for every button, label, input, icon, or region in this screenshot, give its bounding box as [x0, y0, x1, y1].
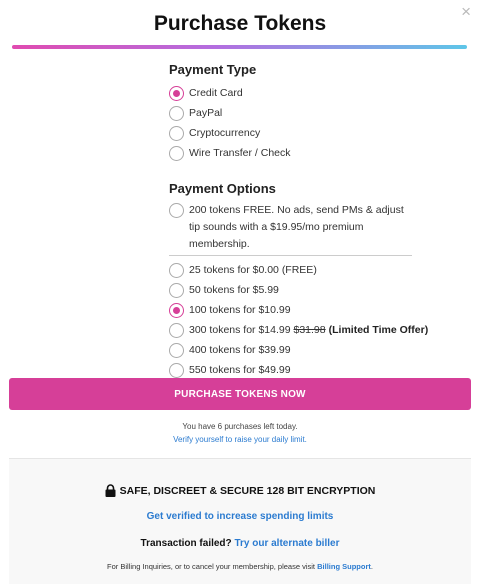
lock-icon: [105, 484, 116, 497]
transaction-failed-text: Transaction failed?: [140, 538, 232, 549]
payment-type-label: Cryptocurrency: [189, 127, 261, 139]
radio-25-tokens[interactable]: [169, 263, 184, 278]
payment-option-25[interactable]: [169, 260, 428, 280]
purchase-tokens-button[interactable]: PURCHASE TOKENS NOW: [9, 378, 471, 410]
secure-encryption-text: [9, 484, 471, 497]
billing-end: .: [370, 562, 373, 571]
payment-option-label: 200 tokens FREE. No ads, send PMs & adjust tip sounds with a $19.95/mo premium membership.: [189, 204, 404, 250]
payment-type-label: Credit Card: [189, 87, 243, 99]
payment-options-heading: Payment Options: [169, 181, 276, 196]
secure-label: SAFE, DISCREET & SECURE 128 BIT ENCRYPTION: [119, 484, 376, 497]
payment-type-label: Wire Transfer / Check: [189, 147, 291, 159]
payment-option-premium[interactable]: [169, 202, 414, 253]
limited-offer-badge: (Limited Time Offer): [328, 324, 429, 336]
radio-550-tokens[interactable]: [169, 363, 184, 378]
payment-option-label: 25 tokens for $0.00 (FREE): [189, 264, 317, 276]
purchases-left-text: You have 6 purchases left today.: [182, 422, 298, 431]
billing-inquiries-line: [9, 562, 471, 571]
radio-300-tokens[interactable]: [169, 323, 184, 338]
payment-option-label: 300 tokens for $14.99: [189, 324, 291, 336]
close-icon[interactable]: ×: [461, 2, 471, 21]
payment-option-50[interactable]: [169, 280, 428, 300]
payment-option-400[interactable]: [169, 340, 428, 360]
get-verified-link[interactable]: Get verified to increase spending limits: [146, 511, 334, 522]
transaction-failed-line: [9, 538, 471, 549]
payment-option-label: 400 tokens for $39.99: [189, 344, 291, 356]
header-gradient-bar: [12, 45, 467, 49]
divider: [169, 255, 412, 256]
radio-wire-transfer[interactable]: [169, 146, 184, 161]
radio-credit-card[interactable]: [169, 86, 184, 101]
payment-type-section: [169, 62, 291, 163]
payment-type-heading: Payment Type: [169, 62, 257, 77]
payment-option-550[interactable]: [169, 360, 428, 380]
alternate-biller-link[interactable]: Try our alternate biller: [234, 538, 340, 549]
payment-option-label: 50 tokens for $5.99: [189, 284, 279, 296]
radio-100-tokens[interactable]: [169, 303, 184, 318]
radio-premium[interactable]: [169, 203, 184, 218]
billing-support-link[interactable]: Billing Support: [317, 562, 371, 571]
old-price: $31.98: [293, 324, 326, 336]
payment-option-label: 550 tokens for $49.99: [189, 364, 291, 376]
payment-type-cryptocurrency[interactable]: [169, 123, 291, 143]
payment-options-section: [169, 181, 428, 380]
page-title: Purchase Tokens: [153, 12, 327, 35]
payment-option-100[interactable]: [169, 300, 428, 320]
payment-type-credit-card[interactable]: [169, 83, 291, 103]
payment-option-label: 100 tokens for $10.99: [189, 304, 291, 316]
radio-50-tokens[interactable]: [169, 283, 184, 298]
payment-type-paypal[interactable]: [169, 103, 291, 123]
payment-type-wire-transfer[interactable]: [169, 143, 291, 163]
payment-type-label: PayPal: [189, 107, 223, 119]
security-footer: [9, 458, 471, 584]
radio-paypal[interactable]: [169, 106, 184, 121]
payment-option-300[interactable]: [169, 320, 428, 340]
verify-link[interactable]: Verify yourself to raise your daily limit.: [173, 435, 307, 444]
radio-400-tokens[interactable]: [169, 343, 184, 358]
billing-text: For Billing Inquiries, or to cancel your membership, please visit: [107, 562, 316, 571]
radio-cryptocurrency[interactable]: [169, 126, 184, 141]
